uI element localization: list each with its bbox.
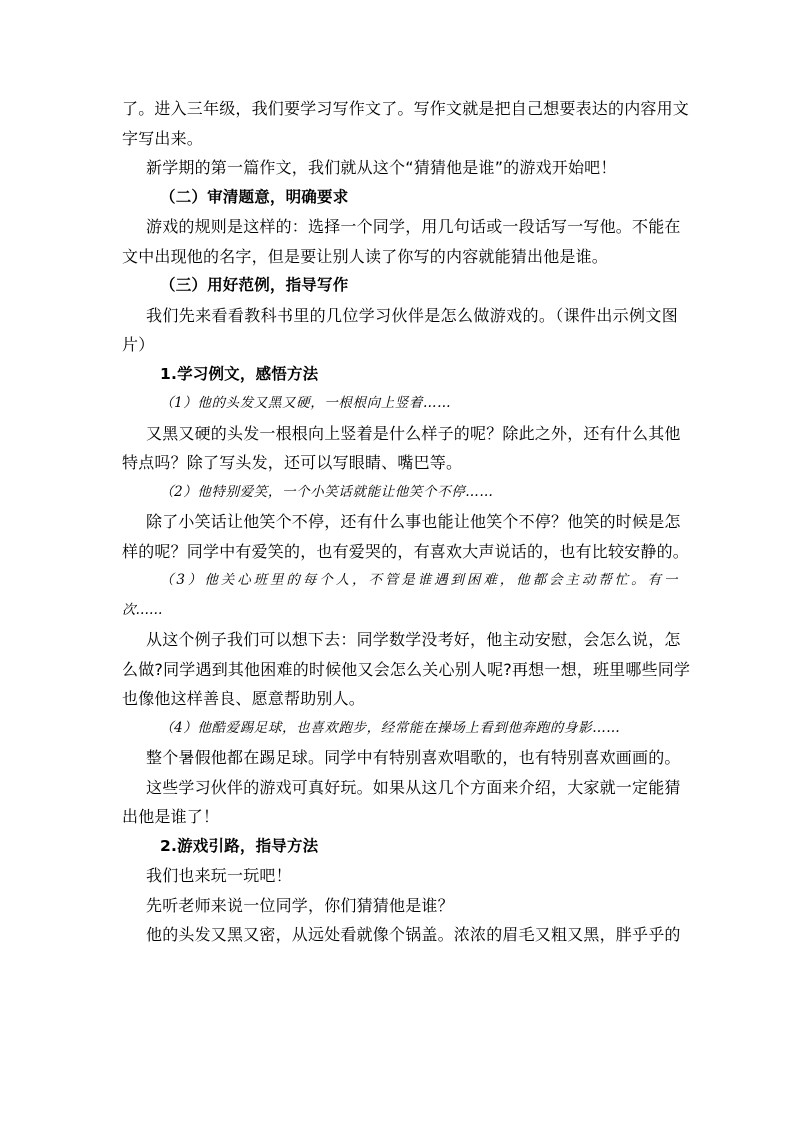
text-line: 整个暑假他都在踢足球。同学中有特别喜欢唱歌的，也有特别喜欢画画的。 (146, 748, 681, 767)
example-quote: （2）他特别爱笑，一个小笑话就能让他笑个不停…… (160, 483, 494, 500)
text-line: 么做?同学遇到其他困难的时候他又会怎么关心别人呢?再想一想，班里哪些同学 (122, 659, 691, 679)
text-line: 样的呢？同学中有爱笑的，也有爱哭的，有喜欢大声说话的，也有比较安静的。 (122, 541, 690, 561)
section-heading: （二）审清题意，明确要求 (160, 187, 349, 206)
subsection-heading: 2.游戏引路，指导方法 (160, 836, 319, 855)
example-quote: 次…… (122, 601, 163, 618)
text-line: 出他是谁了！ (122, 807, 220, 826)
text-line: 先听老师来说一位同学，你们猜猜他是谁？ (146, 895, 454, 915)
text-line: 了。进入三年级，我们要学习写作文了。写作文就是把自己想要表达的内容用文 (122, 99, 690, 118)
text-line: 特点吗？除了写头发，还可以写眼睛、嘴巴等。 (122, 453, 463, 472)
text-line: 从这个例子我们可以想下去：同学数学没考好，他主动安慰，会怎么说，怎 (146, 630, 681, 649)
text-line: 我们也来玩一玩吧！ (146, 866, 292, 885)
text-line: 又黑又硬的头发一根根向上竖着是什么样子的呢？除此之外，还有什么其他 (146, 423, 681, 443)
text-line: 片） (122, 335, 155, 354)
example-quote: （3）他关心班里的每个人，不管是谁遇到困难，他都会主动帮忙。有一 (160, 572, 678, 588)
text-line: 他的头发又黑又密，从远处看就像个锅盖。浓浓的眉毛又粗又黑，胖乎乎的 (146, 925, 681, 944)
text-line: 新学期的第一篇作文，我们就从这个“猜猜他是谁”的游戏开始吧！ (146, 158, 617, 177)
text-line: 我们先来看看教科书里的几位学习伙伴是怎么做游戏的。（课件出示例文图 (146, 305, 678, 325)
text-line: 游戏的规则是这样的：选择一个同学，用几句话或一段话写一写他。不能在 (146, 217, 681, 236)
example-quote: （1）他的头发又黑又硬，一根根向上竖着…… (160, 395, 452, 411)
text-line: 字写出来。 (122, 128, 204, 148)
text-line: 文中出现他的名字，但是要让别人读了你写的内容就能猜出他是谁。 (122, 246, 609, 266)
subsection-heading: 1.学习例文，感悟方法 (160, 364, 319, 383)
section-heading: （三）用好范例，指导写作 (160, 276, 349, 294)
text-line: 也像他这样善良、愿意帮助别人。 (122, 689, 366, 708)
example-quote: （4）他酷爱踢足球，也喜欢跑步，经常能在操场上看到他奔跑的身影…… (160, 719, 621, 736)
document-page (122, 94, 691, 950)
text-line: 这些学习伙伴的游戏可真好玩。如果从这几个方面来介绍，大家就一定能猜 (146, 777, 681, 797)
text-line: 除了小笑话让他笑个不停，还有什么事也能让他笑个不停？他笑的时候是怎 (146, 512, 681, 531)
